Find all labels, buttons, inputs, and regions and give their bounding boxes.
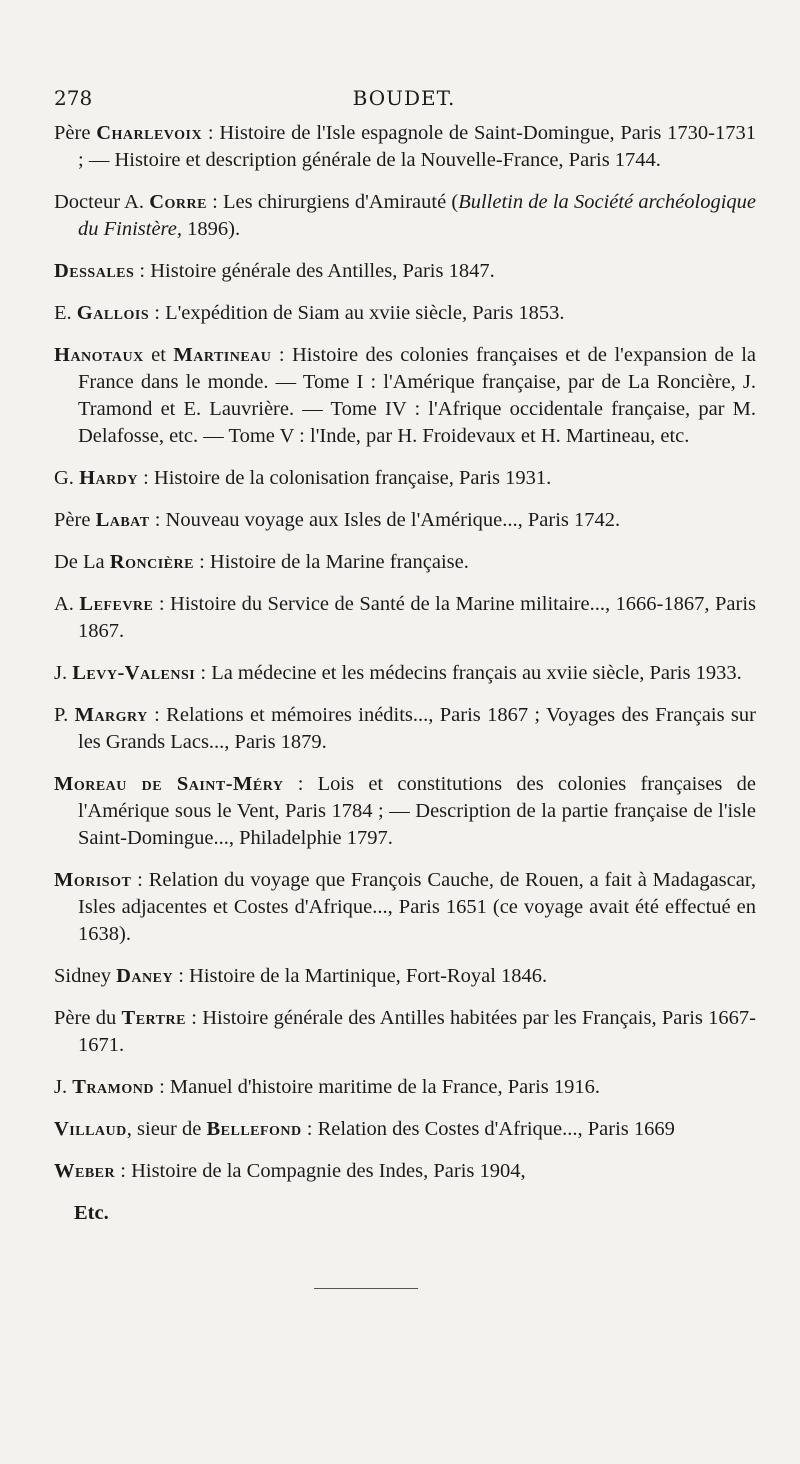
entry-text: : Relation des Costes d'Afrique..., Paris 1669: [301, 1118, 675, 1140]
entry-text: : Histoire des colonies françaises et de l'expansion de la France dans le monde. — Tome I : l'Amérique française, par de La Roncière, J. Tramond et E. Lauvrière. — Tome IV : l'Afrique occidentale française, par M. Delafosse, etc. — Tome V : l'Inde, par H. Froidevaux et H. Martineau, etc.: [78, 344, 756, 447]
entry-text: Les chirurgiens d'Amirauté (: [223, 191, 459, 213]
bibliography-entry: J. Tramond : Manuel d'histoire maritime de la France, Paris 1916.: [54, 1076, 601, 1098]
bibliography-entry: A. Lefevre : Histoire du Service de Santé de la Marine militaire..., 1666-1867, Paris 1867.: [54, 593, 756, 642]
bibliography-entry: Père Charlevoix : Histoire de l'Isle espagnole de Saint-Domingue, Paris 1730-1731 ; — Histoire et description générale de la Nouvelle-France, Paris 1744.: [54, 122, 756, 171]
author-name: Weber: [54, 1160, 116, 1182]
closing-etc: Etc.: [74, 1202, 109, 1224]
running-title: BOUDET.: [352, 86, 456, 110]
bibliography-list: [54, 120, 756, 1248]
coauthor-name: Bellefond: [206, 1118, 302, 1140]
author-name: Hardy: [79, 467, 138, 489]
page-number: 278: [54, 86, 93, 110]
journal-title: Bulletin de la Société archéologique du Finistère,: [78, 191, 756, 240]
author-name: Daney: [116, 965, 174, 987]
author-name: Charlevoix: [96, 122, 203, 144]
entry-text: Histoire générale des Antilles habitées par les Français, Paris 1667-1671.: [78, 1007, 756, 1056]
entry-text: Histoire de la colonisation française, Paris 1931.: [153, 467, 552, 489]
bibliography-entry: De La Roncière : Histoire de la Marine française.: [54, 551, 469, 573]
entry-text: Histoire de la Martinique, Fort-Royal 1846.: [189, 965, 548, 987]
bibliography-entry: Père du Tertre : Histoire générale des Antilles habitées par les Français, Paris 1667-1671.: [54, 1007, 756, 1056]
entry-text: Histoire de la Marine française.: [209, 551, 469, 573]
entry-text: Lois et constitutions des colonies françaises de l'Amérique sous le Vent, Paris 1784 ; — Description de la partie française de l'isle Saint-Domingue..., Philadelphie 1797.: [78, 773, 756, 849]
entry-text: La médecine et les médecins français au xviie siècle, Paris 1933.: [211, 662, 742, 684]
bibliography-entry: Weber : Histoire de la Compagnie des Indes, Paris 1904,: [54, 1160, 526, 1182]
author-name: Villaud: [54, 1118, 127, 1140]
page-header: [54, 86, 754, 116]
entry-text: Histoire du Service de Santé de la Marine militaire..., 1666-1867, Paris 1867.: [78, 593, 756, 642]
author-name: Tramond: [72, 1076, 154, 1098]
author-name: Roncière: [109, 551, 194, 573]
author-name: Labat: [95, 509, 150, 531]
entry-text: Histoire de l'Isle espagnole de Saint-Domingue, Paris 1730-1731 ; — Histoire et description générale de la Nouvelle-France, Paris 1744.: [78, 122, 756, 171]
entry-text: Relation du voyage que François Cauche, de Rouen, a fait à Madagascar, Isles adjacentes et Costes d'Afrique..., Paris 1651 (ce voyage avait été effectué en 1638).: [78, 869, 756, 945]
entry-text: Histoire de la Compagnie des Indes, Paris 1904,: [131, 1160, 526, 1182]
author-name: Hanotaux: [54, 344, 144, 366]
author-name: Gallois: [76, 302, 150, 324]
entry-text: Nouveau voyage aux Isles de l'Amérique..., Paris 1742.: [165, 509, 621, 531]
bibliography-entry: Docteur A. Corre : Les chirurgiens d'Amirauté (Bulletin de la Société archéologique du Finistère, 1896).: [54, 191, 756, 240]
bibliography-entry: Morisot : Relation du voyage que François Cauche, de Rouen, a fait à Madagascar, Isles adjacentes et Costes d'Afrique..., Paris 1651 (ce voyage avait été effectué en 1638).: [54, 869, 756, 945]
bibliography-entry: Hanotaux et Martineau : Histoire des colonies françaises et de l'expansion de la France dans le monde. — Tome I : l'Amérique française, par de La Roncière, J. Tramond et E. Lauvrière. — Tome IV : l'Afrique occidentale française, par M. Delafosse, etc. — Tome V : l'Inde, par H. Froidevaux et H. Martineau, etc.: [54, 344, 756, 447]
entry-text: Manuel d'histoire maritime de la France, Paris 1916.: [169, 1076, 601, 1098]
coauthor-name: Martineau: [173, 344, 272, 366]
closing-rule: [314, 1288, 418, 1289]
entry-text: Histoire générale des Antilles, Paris 1847.: [150, 260, 495, 282]
bibliography-entry: Moreau de Saint-Méry : Lois et constitutions des colonies françaises de l'Amérique sous le Vent, Paris 1784 ; — Description de la partie française de l'isle Saint-Domingue..., Philadelphie 1797.: [54, 773, 756, 849]
bibliography-entry: J. Levy-Valensi : La médecine et les médecins français au xviie siècle, Paris 1933.: [54, 662, 742, 684]
author-name: Corre: [149, 191, 207, 213]
author-name: Tertre: [121, 1007, 186, 1029]
author-name: Morisot: [54, 869, 132, 891]
entry-text: L'expédition de Siam au xviie siècle, Paris 1853.: [165, 302, 565, 324]
bibliography-entry: Sidney Daney : Histoire de la Martinique, Fort-Royal 1846.: [54, 965, 548, 987]
bibliography-entry: Dessales : Histoire générale des Antilles, Paris 1847.: [54, 260, 495, 282]
bibliography-entry: P. Margry : Relations et mémoires inédits..., Paris 1867 ; Voyages des Français sur les Grands Lacs..., Paris 1879.: [54, 704, 756, 753]
entry-text: Relations et mémoires inédits..., Paris 1867 ; Voyages des Français sur les Grands Lacs..., Paris 1879.: [78, 704, 756, 753]
bibliography-entry: E. Gallois : L'expédition de Siam au xviie siècle, Paris 1853.: [54, 302, 565, 324]
bibliography-entry: G. Hardy : Histoire de la colonisation française, Paris 1931.: [54, 467, 552, 489]
author-name: Dessales: [54, 260, 135, 282]
author-name: Moreau de Saint-Méry: [54, 773, 284, 795]
bibliography-entry: Père Labat : Nouveau voyage aux Isles de l'Amérique..., Paris 1742.: [54, 509, 621, 531]
bibliography-entry: Villaud, sieur de Bellefond : Relation des Costes d'Afrique..., Paris 1669: [54, 1118, 675, 1140]
author-name: Levy-Valensi: [72, 662, 196, 684]
author-name: Margry: [74, 704, 148, 726]
author-name: Lefevre: [79, 593, 154, 615]
